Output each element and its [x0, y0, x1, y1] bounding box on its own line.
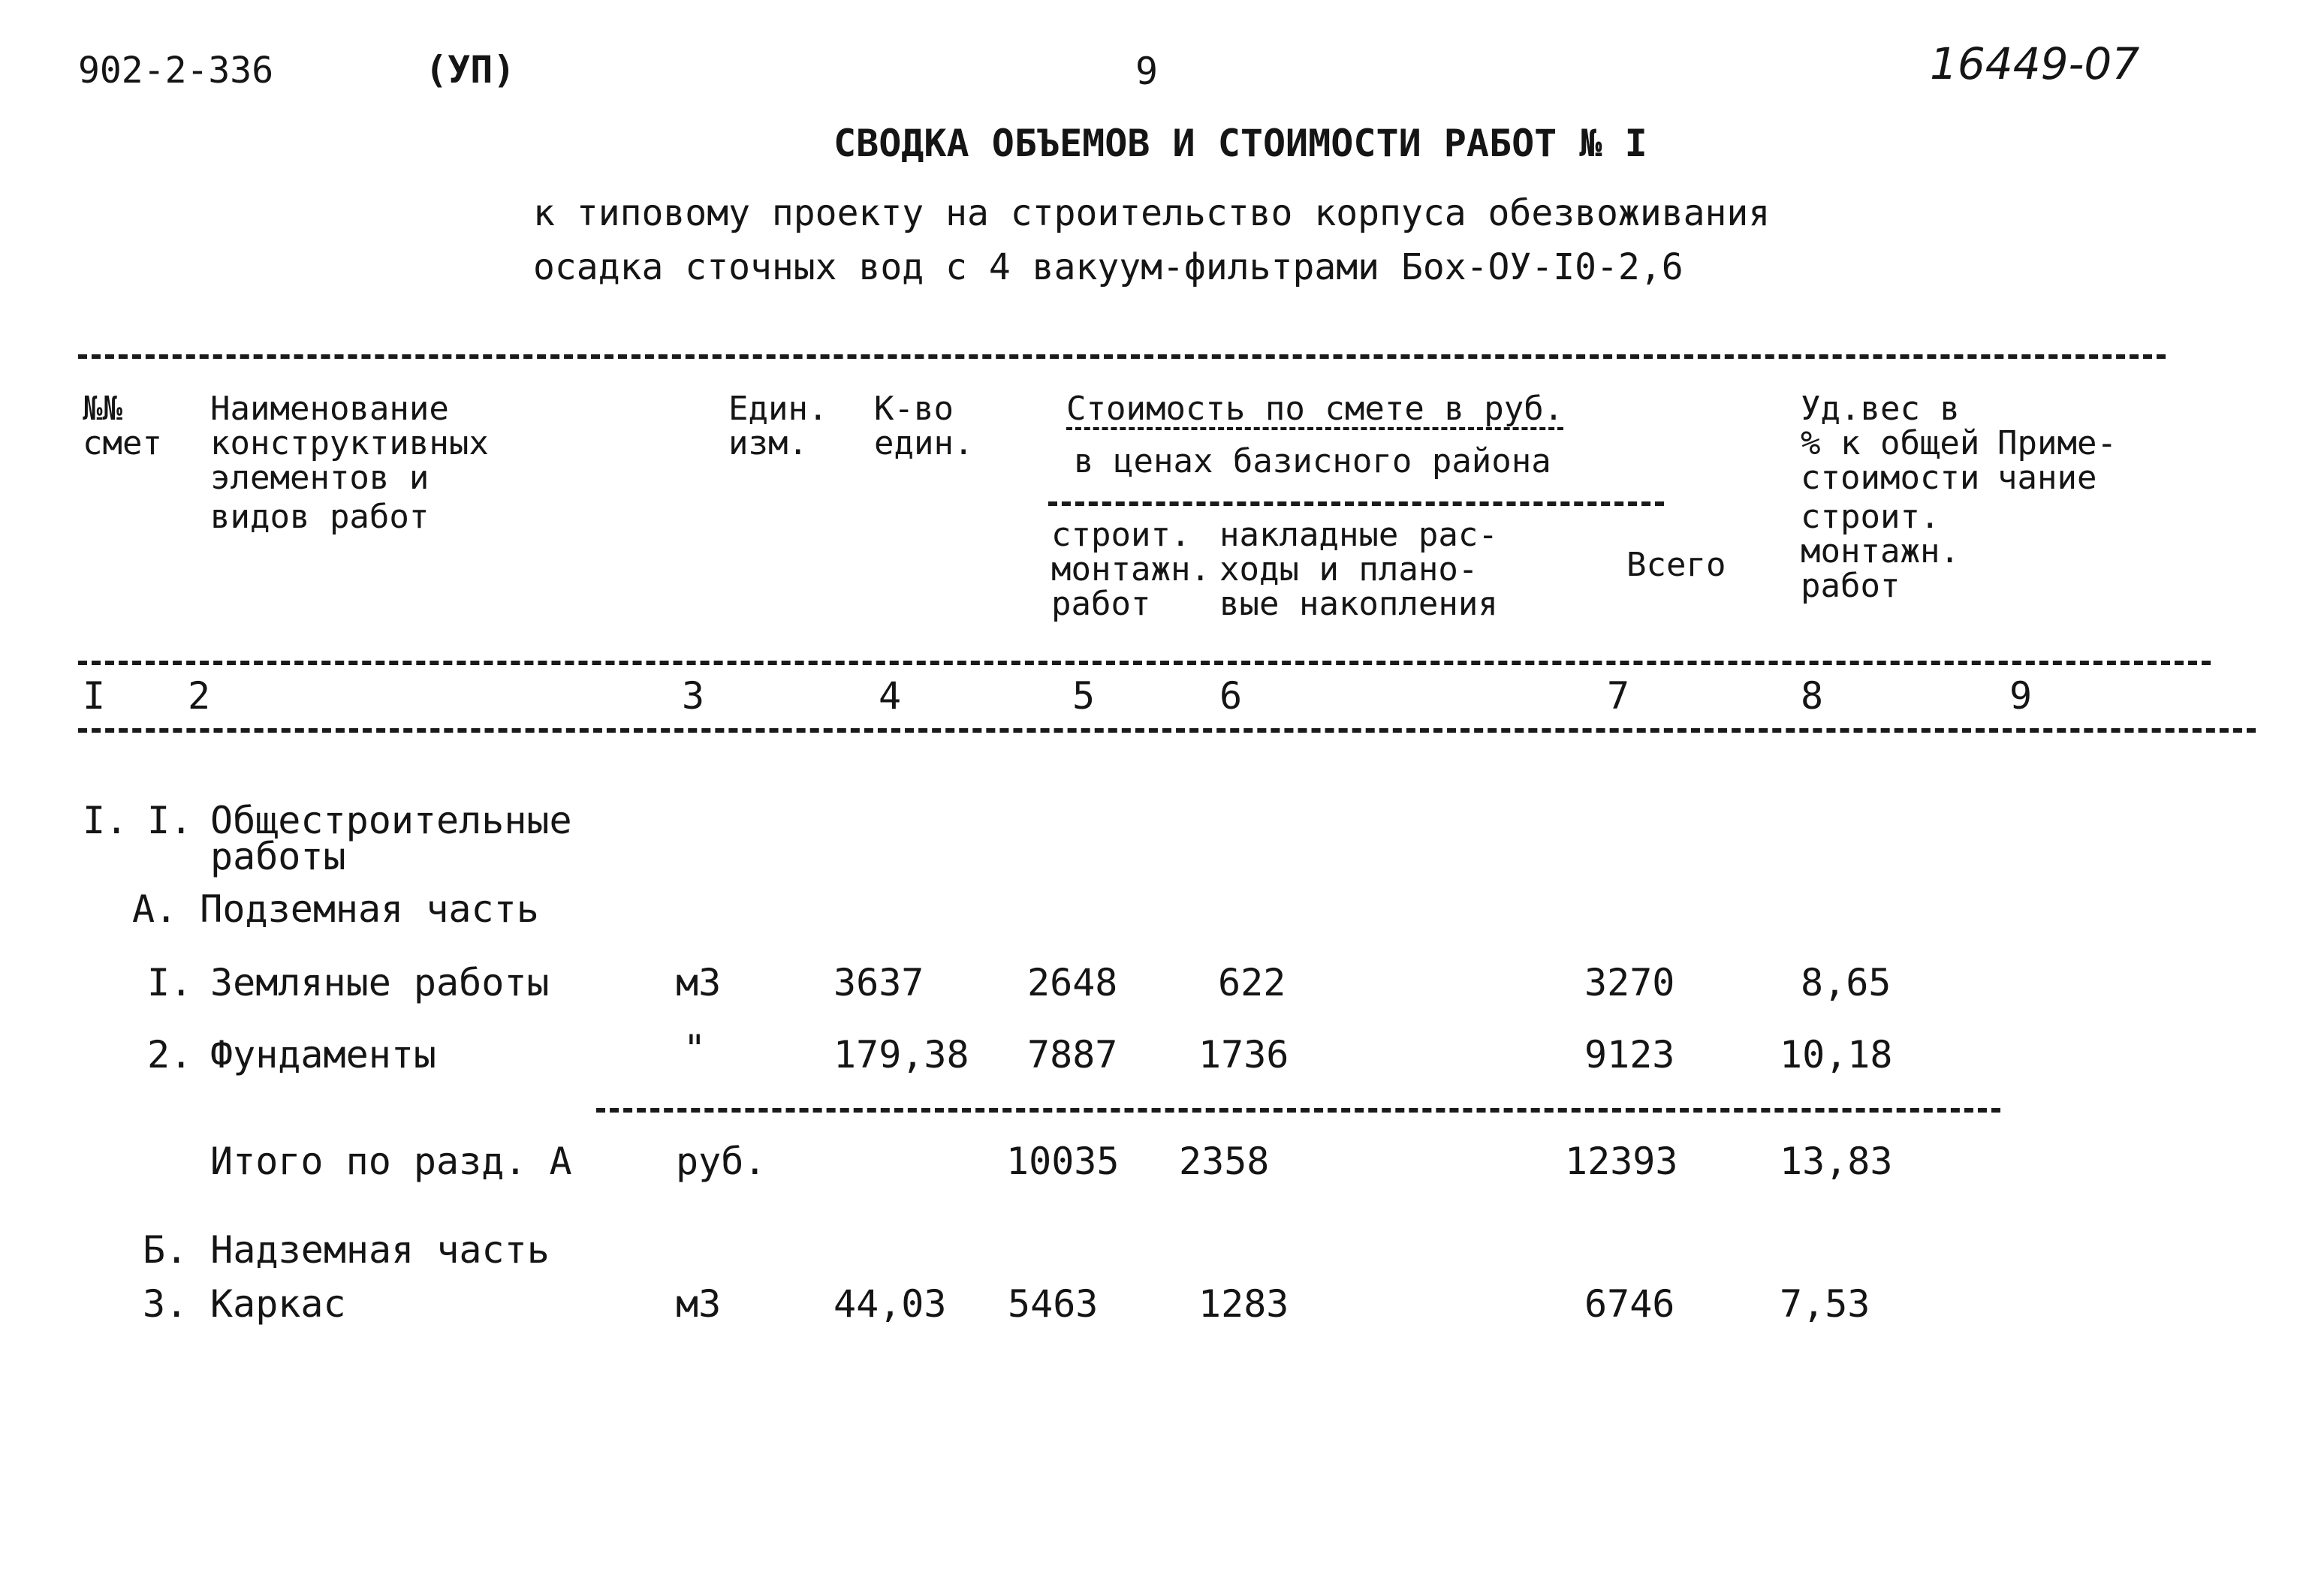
col1-line2: смет [83, 424, 162, 462]
subtotal-rule [596, 1108, 2000, 1113]
row2-number: 2. [147, 1033, 193, 1077]
col-numbers-rule [78, 728, 2256, 733]
row1-number: I. [147, 961, 193, 1004]
row3-qty: 44,03 [833, 1282, 947, 1326]
header-top-rule [78, 354, 2166, 359]
col-num-1: I [83, 674, 106, 718]
col8-line2: % к общей [1801, 424, 1980, 462]
section-1-name-line1: Общестроительные [210, 799, 572, 842]
col-num-7: 7 [1607, 674, 1630, 718]
stage-mark: (УП) [425, 48, 516, 92]
row3-number: 3. [143, 1282, 188, 1326]
col3-line1: Един. [728, 390, 828, 428]
col5-line2: монтажн. [1051, 550, 1210, 589]
row1-overhead-cost: 622 [1218, 961, 1286, 1004]
subtitle-line-1: к типовому проекту на строительство корпуса обезвоживания [533, 192, 1771, 234]
col8-line5: монтажн. [1801, 532, 1960, 571]
document-title: СВОДКА ОБЪЕМОВ И СТОИМОСТИ РАБОТ № I [833, 122, 1647, 165]
row2-name: Фундаменты [210, 1033, 437, 1077]
subsection-b-heading: Б. Надземная часть [143, 1228, 550, 1272]
col-num-5: 5 [1072, 674, 1096, 718]
col-num-2: 2 [188, 674, 211, 718]
section-1-number: I. [83, 799, 128, 842]
col5-line3: работ [1051, 585, 1151, 623]
col6-line2: ходы и плано- [1219, 550, 1479, 589]
col7-header: Всего [1626, 546, 1726, 584]
cost-group-header: Стоимость по смете в руб. [1066, 390, 1564, 428]
subtotal-a-overhead-cost: 2358 [1179, 1140, 1270, 1183]
col3-line2: изм. [728, 424, 808, 462]
subtotal-a-construction-cost: 10035 [1006, 1140, 1120, 1183]
col2-line2: конструктивных [210, 424, 489, 462]
row2-unit: " [683, 1027, 707, 1071]
subtotal-a-label: Итого по разд. А [210, 1140, 572, 1183]
col4-line1: К-во [874, 390, 954, 428]
row1-name: Земляные работы [210, 961, 550, 1004]
row1-total: 3270 [1584, 961, 1675, 1004]
col-num-3: 3 [682, 674, 705, 718]
section-1-name-line2: работы [210, 835, 346, 878]
col9-line1: Приме- [1997, 424, 2117, 462]
row1-unit: м3 [676, 961, 722, 1004]
row3-total: 6746 [1584, 1282, 1675, 1326]
col6-line1: накладные рас- [1219, 516, 1498, 554]
subtotal-a-total: 12393 [1565, 1140, 1678, 1183]
row3-share: 7,53 [1780, 1282, 1870, 1326]
row2-qty: 179,38 [833, 1033, 969, 1077]
row2-total: 9123 [1584, 1033, 1675, 1077]
section-1-subnumber: I. [147, 799, 193, 842]
row1-construction-cost: 2648 [1027, 961, 1118, 1004]
subsection-a-heading: А. Подземная часть [132, 887, 539, 931]
row3-overhead-cost: 1283 [1198, 1282, 1289, 1326]
subtotal-a-share: 13,83 [1780, 1140, 1893, 1183]
inventory-number: 16449-07 [1930, 38, 2140, 89]
col-num-9: 9 [2009, 674, 2033, 718]
col-num-8: 8 [1801, 674, 1824, 718]
col2-line3: элементов и [210, 459, 430, 497]
col8-line1: Уд.вес в [1801, 390, 1960, 428]
row1-qty: 3637 [833, 961, 924, 1004]
row3-construction-cost: 5463 [1008, 1282, 1099, 1326]
col4-line2: един. [874, 424, 974, 462]
col9-line2: чание [1997, 459, 2097, 497]
header-bottom-rule [78, 661, 2211, 665]
col8-line3: стоимости [1801, 459, 1980, 497]
col2-line4: видов работ [210, 498, 430, 536]
cost-subgroup-header: в ценах базисного района [1074, 442, 1551, 480]
subtotal-a-unit: руб. [676, 1140, 767, 1183]
col2-line1: Наименование [210, 390, 449, 428]
row3-unit: м3 [676, 1282, 722, 1326]
row2-overhead-cost: 1736 [1198, 1033, 1289, 1077]
col-num-4: 4 [879, 674, 902, 718]
col8-line6: работ [1801, 567, 1901, 605]
col1-line1: №№ [83, 390, 122, 428]
col8-line4: строит. [1801, 498, 1940, 536]
row3-name: Каркас [210, 1282, 346, 1326]
cost-subgroup-rule [1048, 501, 1664, 506]
row2-share: 10,18 [1780, 1033, 1893, 1077]
row2-construction-cost: 7887 [1027, 1033, 1118, 1077]
row1-share: 8,65 [1801, 961, 1892, 1004]
subtitle-line-2: осадка сточных вод с 4 вакуум-фильтрами Бох-ОУ-I0-2,6 [533, 246, 1684, 288]
col-num-6: 6 [1219, 674, 1243, 718]
col5-line1: строит. [1051, 516, 1191, 554]
col6-line3: вые накопления [1219, 585, 1498, 623]
page-number: 9 [1135, 50, 1159, 93]
project-code: 902-2-336 [78, 50, 274, 92]
